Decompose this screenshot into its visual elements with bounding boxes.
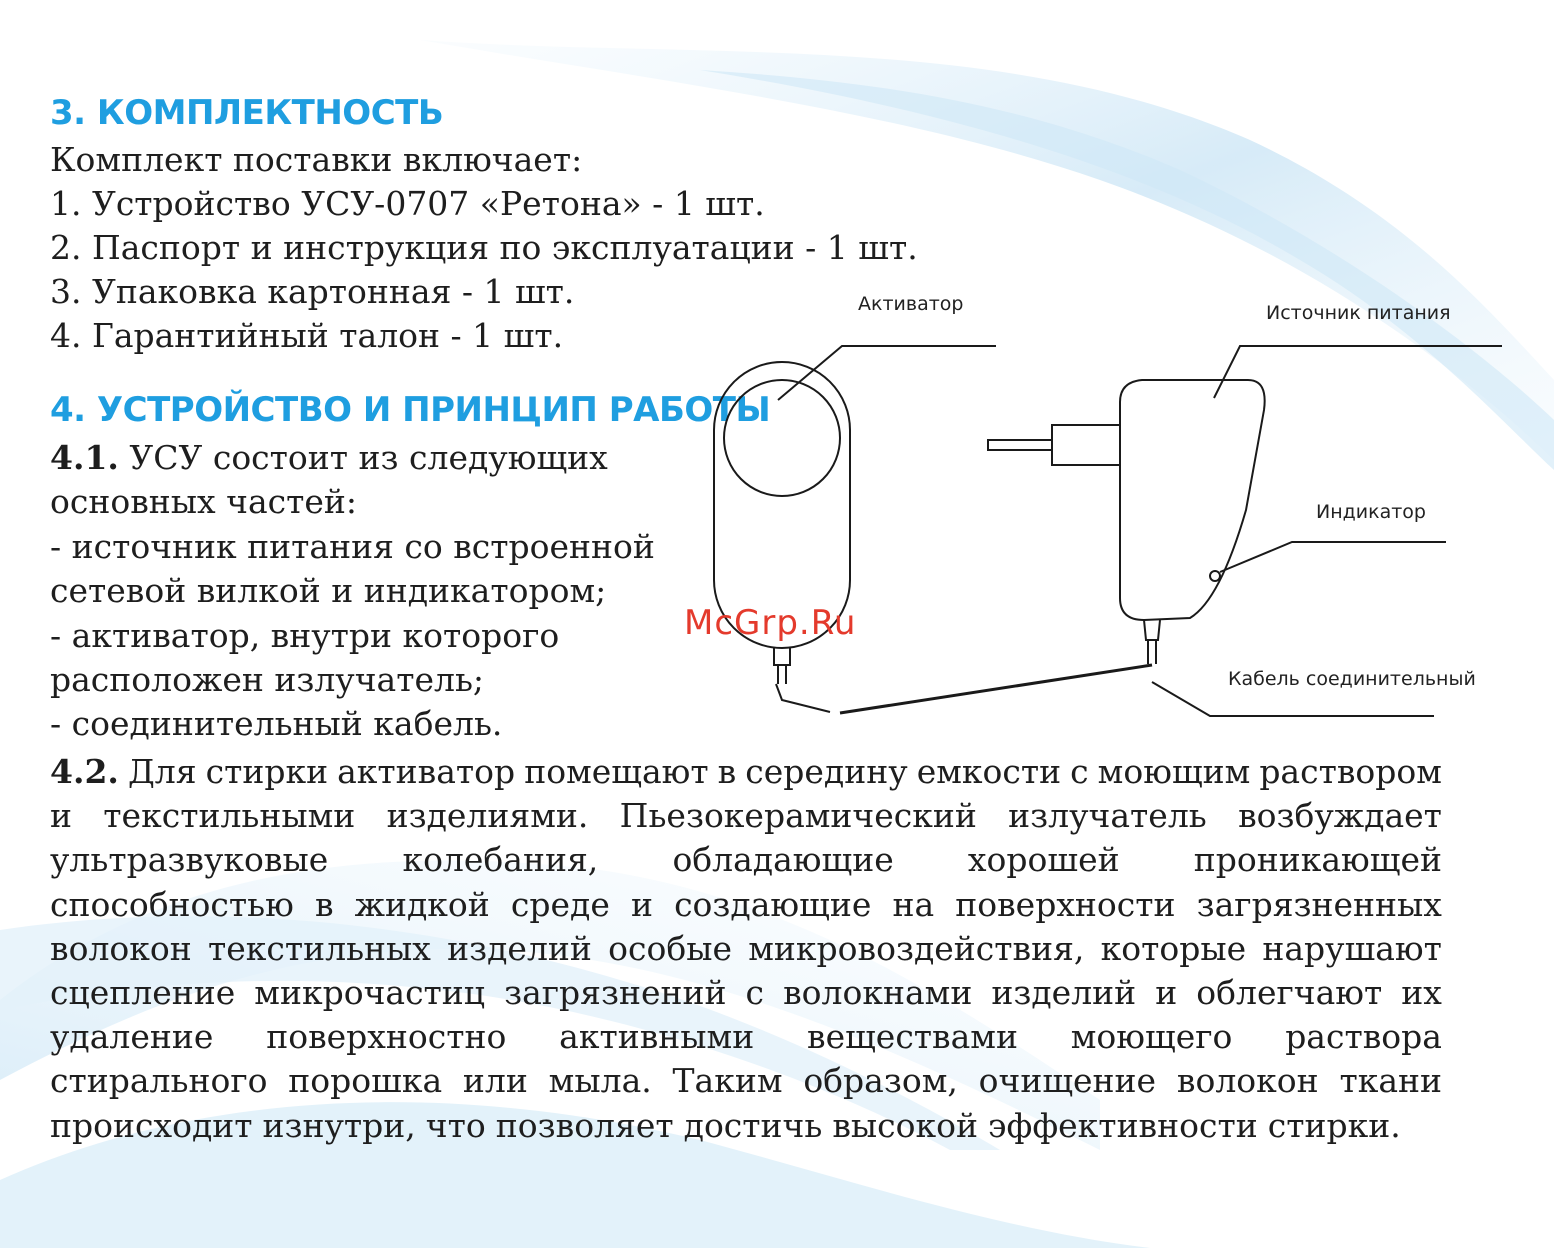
word: способностью — [50, 884, 294, 924]
word: удаление — [50, 1017, 214, 1057]
word: волокон — [1176, 1061, 1319, 1101]
word: микрочастиц — [254, 972, 486, 1012]
power-plug — [1052, 425, 1120, 465]
word: изделиями. — [386, 796, 589, 836]
word: волокнами — [783, 972, 973, 1012]
word: особые — [608, 928, 733, 968]
word: изделий — [991, 972, 1137, 1012]
word: их — [1401, 972, 1442, 1012]
word: активными — [559, 1017, 755, 1057]
word: которые — [1100, 928, 1247, 968]
power-source-body — [1120, 380, 1265, 620]
word: Для — [127, 752, 197, 791]
list-item: 3. Упаковка картонная - 1 шт. — [50, 272, 575, 311]
paragraph-line — [50, 1104, 1442, 1148]
paragraph-number: 4.1. — [50, 438, 119, 477]
word: сцепление — [50, 972, 236, 1012]
word: емкости — [916, 752, 1062, 791]
paragraph-line: основных частей: — [50, 482, 358, 522]
word: поверхности — [955, 884, 1176, 924]
word: с — [1070, 752, 1089, 791]
word: обладающие — [672, 840, 894, 880]
paragraph-line: УСУ состоит из следующих — [118, 438, 608, 477]
paragraph-line: - соединительный кабель. — [50, 704, 503, 744]
activator-label: Активатор — [858, 293, 964, 315]
paragraph-line — [50, 927, 1442, 971]
word: с — [745, 972, 765, 1012]
word: и — [50, 796, 72, 836]
word: микровоздействия, — [748, 928, 1085, 968]
word: загрязнений — [504, 972, 727, 1012]
word: очищение — [978, 1061, 1157, 1101]
word: стирки — [205, 752, 329, 791]
indicator-label: Индикатор — [1316, 501, 1426, 523]
word: порошка — [288, 1061, 443, 1101]
word: проникающей — [1193, 840, 1442, 880]
word: жидкой — [354, 884, 490, 924]
word: изнутри, — [262, 1105, 416, 1145]
paragraph-line — [50, 1015, 1442, 1059]
word: высокой — [832, 1105, 979, 1145]
word: среде — [510, 884, 610, 924]
paragraph-line: сетевой вилкой и индикатором; — [50, 571, 607, 611]
word: достичь — [683, 1105, 823, 1145]
word: изделий — [447, 928, 592, 968]
section-4-heading: 4. УСТРОЙСТВО И ПРИНЦИП РАБОТЫ — [50, 390, 771, 430]
word: и — [1155, 972, 1178, 1012]
word: помещают — [524, 752, 709, 791]
word: хорошей — [967, 840, 1120, 880]
paragraph-line: - источник питания со встроенной — [50, 526, 655, 566]
word: стирального — [50, 1061, 268, 1101]
paragraph-line — [50, 1059, 1442, 1103]
word: поверхностно — [266, 1017, 507, 1057]
word: создающие — [674, 884, 872, 924]
list-item: 1. Устройство УСУ-0707 «Ретона» - 1 шт. — [50, 184, 765, 223]
word: активатор — [337, 752, 516, 791]
word: излучатель — [1008, 796, 1207, 836]
power-source-label: Источник питания — [1266, 302, 1451, 324]
word: веществами — [807, 1017, 1018, 1057]
paragraph-line — [50, 750, 1442, 794]
watermark: McGrp.Ru — [684, 603, 857, 643]
list-item: 4. Гарантийный талон - 1 шт. — [50, 316, 564, 355]
device-diagram — [700, 280, 1520, 750]
word: на — [892, 884, 935, 924]
word: происходит — [50, 1105, 253, 1145]
word: мыла. — [548, 1061, 652, 1101]
word: стирки. — [1267, 1105, 1401, 1145]
word: позволяет — [495, 1105, 674, 1145]
word: в — [717, 752, 737, 791]
word: нарушают — [1262, 928, 1442, 968]
paragraph-line: расположен излучатель; — [50, 659, 485, 699]
word: моющим — [1097, 752, 1251, 791]
word: Пьезокерамический — [619, 796, 977, 836]
word: возбуждает — [1238, 796, 1442, 836]
section-3-heading: 3. КОМПЛЕКТНОСТЬ — [50, 93, 444, 133]
word: раствора — [1285, 1017, 1442, 1057]
word: эффективности — [988, 1105, 1258, 1145]
paragraph-line — [50, 838, 1442, 882]
word: колебания, — [402, 840, 599, 880]
word: середину — [745, 752, 908, 791]
paragraph-number: 4.2. — [50, 752, 119, 791]
word: облегчают — [1196, 972, 1383, 1012]
word: текстильными — [103, 796, 356, 836]
word: ткани — [1339, 1061, 1442, 1101]
paragraph-line: - активатор, внутри которого — [50, 615, 560, 655]
word: образом, — [803, 1061, 958, 1101]
word: моющего — [1070, 1017, 1233, 1057]
indicator-light — [1210, 571, 1220, 581]
paragraph-4-1 — [50, 436, 690, 747]
paragraph-4-2 — [50, 750, 1442, 1148]
word: в — [314, 884, 334, 924]
word: что — [425, 1105, 486, 1145]
word: загрязненных — [1196, 884, 1442, 924]
cable-label: Кабель соединительный — [1228, 668, 1476, 690]
word: или — [462, 1061, 528, 1101]
word: Таким — [672, 1061, 783, 1101]
connecting-cable — [840, 665, 1152, 713]
paragraph-line — [50, 971, 1442, 1015]
list-item: 2. Паспорт и инструкция по эксплуатации - 1 шт. — [50, 228, 918, 267]
word: волокон — [50, 928, 192, 968]
word: и — [630, 884, 653, 924]
paragraph-line — [50, 883, 1442, 927]
word: раствором — [1259, 752, 1442, 791]
paragraph-line — [50, 794, 1442, 838]
package-contents-intro: Комплект поставки включает: — [50, 140, 583, 179]
word: ультразвуковые — [50, 840, 329, 880]
word: текстильных — [207, 928, 431, 968]
